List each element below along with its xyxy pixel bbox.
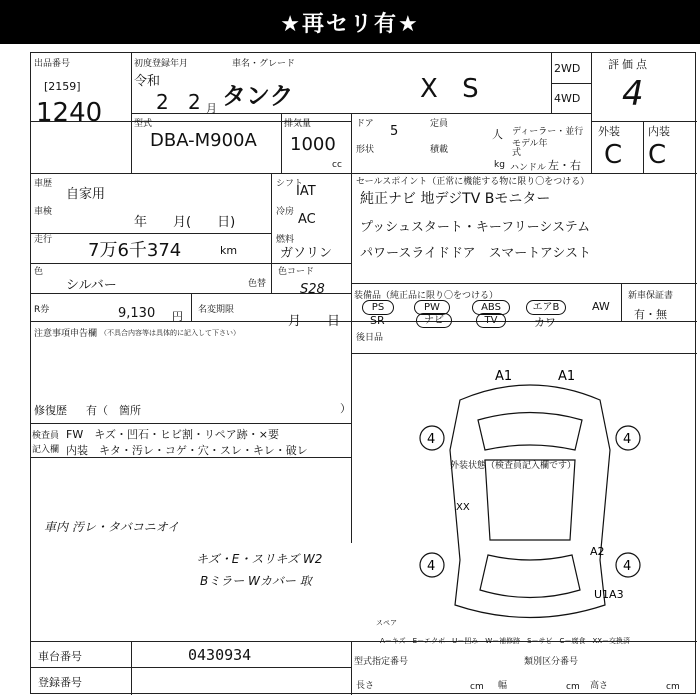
- rear-label: 後日品: [356, 333, 384, 343]
- windshield: [478, 413, 582, 451]
- displacement-unit: cc: [332, 160, 342, 170]
- drive-2wd: 2WD: [554, 62, 581, 75]
- sales-point-line-1: 純正ナビ 地デジTV Bモニター: [360, 191, 551, 207]
- mark-wheel-fr: 4: [623, 432, 632, 447]
- color-value: シルバー: [66, 278, 117, 293]
- mark-front-left: A1: [495, 369, 513, 384]
- classification-label: 類別区分番号: [524, 657, 579, 667]
- recycle-unit: 円: [172, 310, 183, 323]
- diagram-legend: A－キズ E－エクボ U－凹み W－補修跡 S－サビ C－腐食 XX－交換済: [380, 637, 631, 645]
- mileage-unit: km: [220, 244, 238, 257]
- lot-label: 出品番号: [34, 59, 71, 69]
- height-unit: cm: [666, 682, 680, 692]
- handwritten-note-2: キズ・E・スリキズ W2: [196, 552, 323, 566]
- meigi-value: 月 日: [288, 314, 341, 329]
- mark-rear: U1A3: [594, 588, 624, 601]
- equipment-tv: TV: [476, 313, 506, 328]
- repair-close: ）: [340, 402, 351, 415]
- registration-era: 令和: [134, 74, 161, 89]
- displacement-value: 1000: [290, 134, 336, 155]
- mark-rear-right: A2: [590, 545, 605, 558]
- handle-label: ハンドル: [510, 163, 547, 173]
- sales-point-line-2: プッシュスタート・キーフリーシステム: [360, 220, 591, 235]
- mileage-label: 走行: [34, 235, 53, 245]
- doors-value: 5: [390, 124, 399, 139]
- mark-wheel-fl: 4: [427, 432, 436, 447]
- color-code-value: S28: [300, 282, 325, 297]
- doors-label: ドア: [356, 119, 374, 129]
- inspection-label: 車検: [34, 207, 53, 217]
- registration-number-label: 登録番号: [38, 676, 82, 689]
- sales-points-label: セールスポイント（正常に機能する物に限り〇をつける）: [356, 177, 590, 187]
- inspection-value: 年 月( 日): [134, 215, 236, 230]
- equipment-ps: PS: [362, 300, 394, 315]
- chassis-value: 0430934: [188, 646, 252, 664]
- fuel-label: 燃料: [276, 235, 295, 245]
- equipment-aw: AW: [592, 300, 610, 313]
- checker-label-1: 検査員: [32, 431, 60, 441]
- repair-value: 有（ 箇所: [86, 404, 141, 417]
- length-label: 長さ: [356, 681, 375, 691]
- warranty-label: 新車保証書: [628, 291, 674, 301]
- drive-4wd: 4WD: [554, 92, 581, 105]
- fuel-value: ガソリン: [280, 246, 333, 261]
- color-change-label: 色替: [248, 279, 267, 289]
- car-name-label: 車名・グレード: [232, 59, 296, 69]
- registration-month: 2: [188, 90, 201, 114]
- resale-banner: [0, 0, 700, 44]
- meigi-label: 名変期限: [198, 305, 235, 315]
- exterior-label: 外装: [598, 125, 620, 138]
- repair-label: 修復歴: [34, 404, 67, 417]
- width-label: 幅: [498, 681, 508, 691]
- history-value: 自家用: [66, 187, 106, 202]
- equipment-navi: ナビ: [416, 313, 452, 328]
- interior-grade: C: [648, 140, 667, 170]
- mark-wheel-rr: 4: [623, 559, 632, 574]
- width-unit: cm: [566, 682, 580, 692]
- equipment-leather: カワ: [534, 316, 556, 329]
- recycle-value: 9,130: [118, 306, 156, 321]
- equipment-airbag: エアB: [526, 300, 566, 315]
- shift-value: IAT: [296, 184, 316, 199]
- car-name: タンク: [222, 82, 294, 110]
- specified-model-label: 型式指定番号: [354, 657, 409, 667]
- mileage-value: 7万6千374: [88, 240, 182, 261]
- shift-label: シフト: [276, 179, 304, 189]
- registration-month-unit: 月: [206, 102, 217, 115]
- color-label: 色: [34, 267, 44, 277]
- shape-label: 形状: [356, 145, 375, 155]
- height-label: 高さ: [590, 681, 609, 691]
- history-label: 車歴: [34, 179, 53, 189]
- rating-score: 4: [622, 74, 644, 114]
- load-label: 積載: [430, 145, 449, 155]
- rear-window: [480, 555, 580, 598]
- checker-label-2: 記入欄: [32, 445, 60, 455]
- car-diagram: [400, 360, 660, 640]
- recycle-label: R券: [34, 305, 50, 315]
- warranty-value: 有・無: [634, 308, 667, 321]
- capacity-label: 定員: [430, 119, 449, 129]
- load-unit: kg: [494, 160, 505, 170]
- model-value: DBA-M900A: [150, 130, 257, 151]
- lot-number: 1240: [36, 98, 103, 128]
- registration-year: 2: [156, 90, 169, 114]
- model-year-label: モデル年式: [512, 139, 548, 158]
- capacity-unit: 人: [492, 128, 503, 141]
- checker-row-2: 内装 キタ・汚レ・コゲ・穴・スレ・キレ・破レ: [66, 444, 308, 457]
- lot-sub-number: [2159]: [44, 80, 81, 93]
- roof: [485, 460, 575, 540]
- length-unit: cm: [470, 682, 484, 692]
- notes-sub: （不具合内容等は具体的に記入して下さい）: [100, 329, 240, 337]
- equipment-label: 装備品（純正品に限り〇をつける）: [354, 291, 499, 301]
- mark-wheel-rl: 4: [427, 559, 436, 574]
- mark-front-right: A1: [558, 369, 576, 384]
- notes-label: 注意事項申告欄: [34, 329, 98, 339]
- equipment-abs: ABS: [472, 300, 510, 315]
- exterior-grade: C: [604, 140, 623, 170]
- color-code-label: 色コード: [278, 267, 315, 277]
- ac-label: 冷房: [276, 207, 295, 217]
- ac-value: AC: [298, 212, 316, 227]
- interior-label: 内装: [648, 125, 670, 138]
- mark-side: XX: [456, 502, 470, 513]
- equipment-pw: PW: [414, 300, 450, 315]
- handle-value: 左・右: [548, 159, 581, 172]
- model-label: 型式: [134, 119, 153, 129]
- diagram-label: 外装状態（検査員記入欄です）: [450, 461, 577, 471]
- car-body-outline: [450, 385, 610, 618]
- handwritten-note-3: Bミラー Wカバー 取: [200, 574, 312, 588]
- handwritten-note-1: 車内 汚レ・タバコニオイ: [44, 520, 180, 534]
- sales-point-line-3: パワースライドドア スマートアシスト: [360, 246, 592, 261]
- banner-title: ★再セリ有★: [280, 11, 420, 37]
- spare-label: スペア: [376, 619, 397, 627]
- dealer-label: ディーラー・並行: [512, 127, 584, 137]
- car-grade: X S: [420, 74, 487, 104]
- rating-label: 評価点: [608, 58, 650, 71]
- registration-label: 初度登録年月: [134, 59, 189, 69]
- checker-row-1: FW キズ・凹石・ヒビ割・リペア跡・×要: [66, 428, 279, 441]
- chassis-label: 車台番号: [38, 650, 82, 663]
- displacement-label: 排気量: [284, 119, 312, 129]
- equipment-sr: SR: [370, 314, 385, 327]
